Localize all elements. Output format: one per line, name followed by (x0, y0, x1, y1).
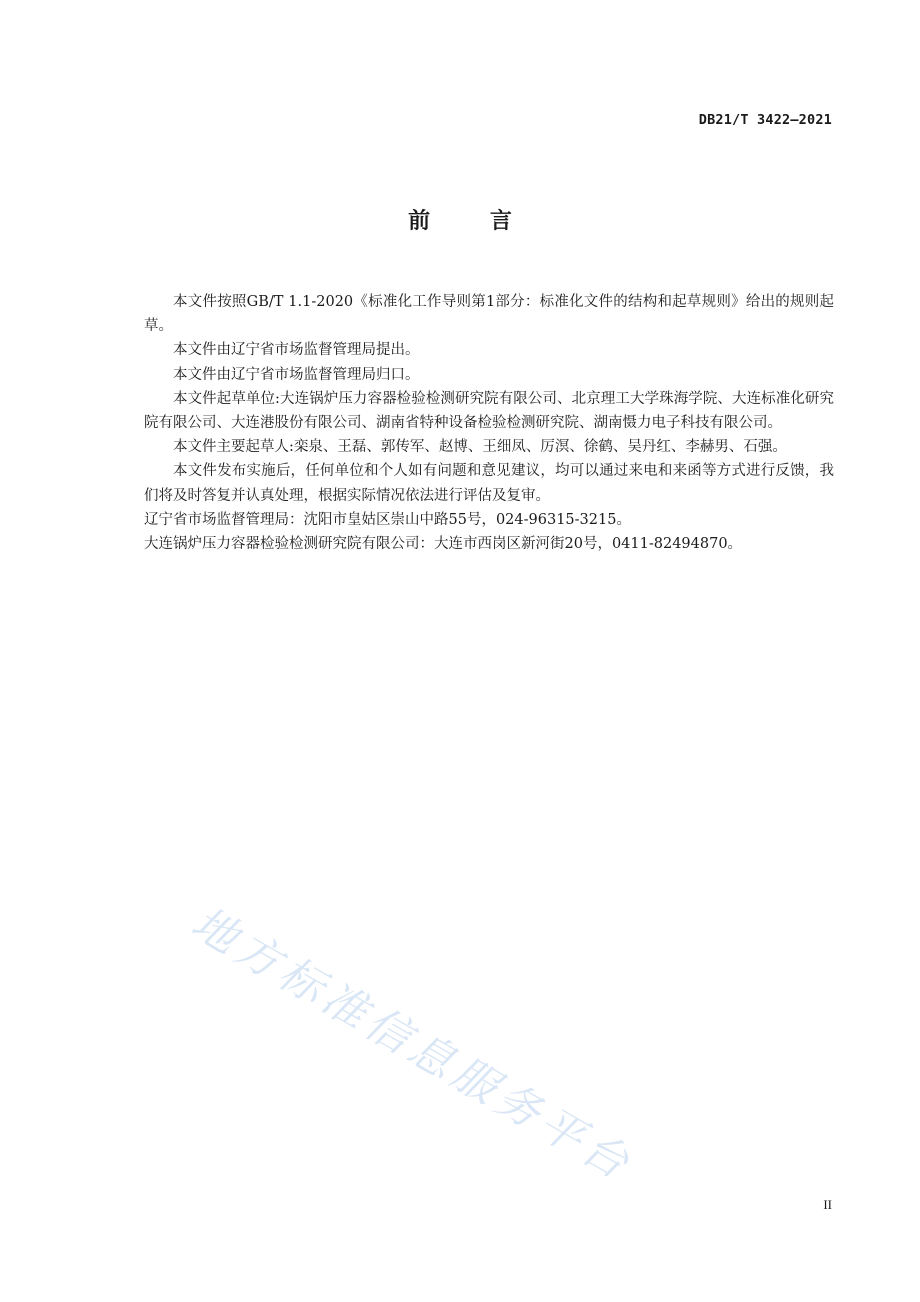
paragraph-drafters: 本文件主要起草人:栾泉、王磊、郭传军、赵博、王细凤、厉溟、徐鹤、吴丹红、李赫男、石强。 (173, 439, 787, 456)
contact-line: 大连锅炉压力容器检验检测研究院有限公司：大连市西岗区新河街20号，0411-82494870。 (144, 536, 743, 553)
paragraph-feedback: 本文件发布实施后，任何单位和个人如有问题和意见建议，均可以通过来电和来函等方式进行反馈，我们将及时答复并认真处理，根据实际情况依法进行评估及复审。 (144, 463, 834, 504)
contact-line: 辽宁省市场监督管理局：沈阳市皇姑区崇山中路55号，024-96315-3215。 (144, 511, 631, 528)
page-title: 前 言 (408, 209, 538, 234)
foreword-body (144, 290, 834, 556)
page-number: II (823, 1197, 832, 1212)
paragraph-drafting-units: 本文件起草单位:大连锅炉压力容器检验检测研究院有限公司、北京理工大学珠海学院、大连标准化研究院有限公司、大连港股份有限公司、湖南省特种设备检验检测研究院、湖南慑力电子科技有限公司。 (144, 390, 834, 432)
paragraph-centralized-by: 本文件由辽宁省市场监督管理局归口。 (173, 366, 420, 383)
document-code: DB21/T 3422—2021 (698, 112, 832, 128)
paragraph-proposed-by: 本文件由辽宁省市场监督管理局提出。 (173, 342, 420, 359)
paragraph-drafting-rules: 本文件按照GB/T 1.1-2020《标准化工作导则第1部分：标准化文件的结构和起草规则》给出的规则起草。 (144, 294, 834, 335)
watermark: 地方标准信息服务平台 (183, 897, 642, 1192)
